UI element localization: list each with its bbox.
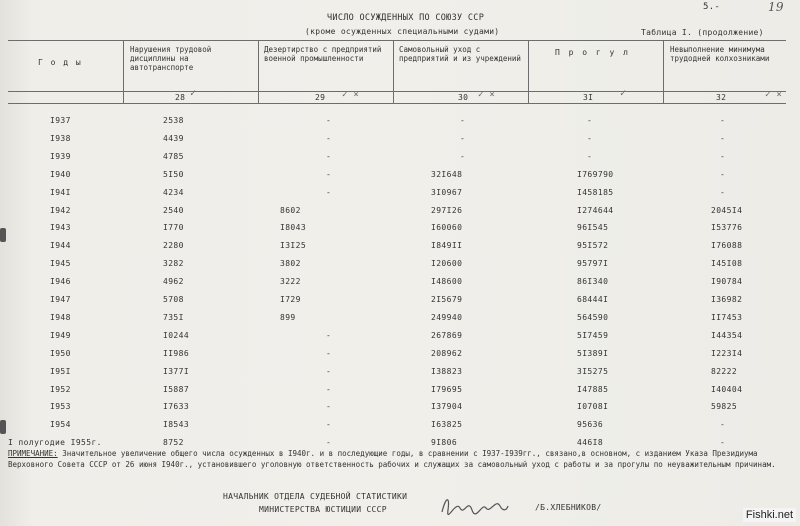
cell-year: I94I <box>50 187 71 197</box>
cell-c32: - <box>720 151 726 161</box>
cell-c30: I849II <box>431 241 463 251</box>
signatory-name: /Б.ХЛЕБНИКОВ/ <box>535 503 602 512</box>
cell-c29: 8602 <box>280 205 301 215</box>
column-number-32: 32 <box>716 93 727 102</box>
table-row <box>0 402 800 420</box>
signatory-position-line2: МИНИСТЕРСТВА ЮСТИЦИИ СССР <box>259 505 387 514</box>
cell-c32: 2045I4 <box>711 205 743 215</box>
cell-c28: 5708 <box>163 295 184 304</box>
handwritten-signature <box>440 494 510 523</box>
table-row <box>0 170 800 188</box>
cell-c31: 86I340 <box>577 277 609 287</box>
cell-c31: 68444I <box>577 295 609 304</box>
cell-c31: - <box>587 133 593 143</box>
cell-c29: I729 <box>280 295 301 304</box>
cell-c31: I769790 <box>577 169 614 179</box>
table-top-rule <box>8 40 786 41</box>
cell-c28: I0244 <box>163 330 190 340</box>
cell-c29: - <box>326 116 332 125</box>
column-divider <box>393 40 394 103</box>
cell-c29: - <box>326 402 332 412</box>
cell-c29: - <box>326 169 332 179</box>
cell-c30: 267869 <box>431 330 463 340</box>
cell-c29: I8043 <box>280 223 307 233</box>
cell-c29: 899 <box>280 312 296 322</box>
column-divider <box>123 40 124 103</box>
page-marker: 5.- <box>703 2 721 12</box>
cell-c32: I40404 <box>711 384 743 394</box>
cell-c31: 564590 <box>577 312 609 322</box>
table-row <box>0 349 800 367</box>
cell-year: I948 <box>50 312 71 322</box>
cell-year: I938 <box>50 133 71 143</box>
table-row <box>0 385 800 403</box>
cell-c32: I36982 <box>711 295 743 304</box>
table-row <box>0 313 800 331</box>
page-subtitle: (кроме осужденных специальными судами) <box>305 27 500 36</box>
number-row-rule <box>8 103 786 104</box>
table-row <box>0 367 800 385</box>
cell-c32: I53776 <box>711 223 743 233</box>
cell-c32: - <box>720 420 726 430</box>
column-number-28: 28 <box>175 93 186 102</box>
cell-year: I полугодие I955г. <box>8 438 102 448</box>
check-mark-icon: ✓ × <box>765 90 783 100</box>
cell-c29: - <box>326 384 332 394</box>
cell-c32: - <box>720 187 726 197</box>
cell-c29: - <box>326 187 332 197</box>
check-mark-icon: ✓ <box>620 88 627 99</box>
table-row <box>0 277 800 295</box>
cell-c29: 3222 <box>280 277 301 287</box>
cell-year: I950 <box>50 348 71 358</box>
table-row <box>0 134 800 152</box>
column-header-30: Самовольный уход с предприятий и из учреждений <box>399 45 521 63</box>
check-mark-icon: ✓ × <box>342 90 360 100</box>
cell-c32: - <box>720 116 726 125</box>
check-mark-icon: ✓ <box>190 88 197 99</box>
cell-c32: - <box>720 133 726 143</box>
footnote-label: ПРИМЕЧАНИЕ: <box>8 449 58 458</box>
cell-year: I952 <box>50 384 71 394</box>
cell-c28: 2538 <box>163 116 184 125</box>
cell-c29: - <box>326 438 332 448</box>
table-row <box>0 259 800 277</box>
watermark-logo: Fishki.net <box>743 508 796 522</box>
cell-c30: - <box>460 116 466 125</box>
cell-c28: I5887 <box>163 384 190 394</box>
cell-c30: I60060 <box>431 223 463 233</box>
cell-c32: I90784 <box>711 277 743 287</box>
cell-c29: 3802 <box>280 259 301 269</box>
column-divider <box>258 40 259 103</box>
table-row <box>0 188 800 206</box>
cell-c28: 735I <box>163 312 184 322</box>
cell-c31: 96I545 <box>577 223 609 233</box>
cell-c28: I7633 <box>163 402 190 412</box>
cell-year: I953 <box>50 402 71 412</box>
cell-c30: I63825 <box>431 420 463 430</box>
cell-c28: 4785 <box>163 151 184 161</box>
page-title: ЧИСЛО ОСУЖДЕННЫХ ПО СОЮЗУ ССР <box>327 13 485 23</box>
cell-c28: 2280 <box>163 241 184 251</box>
cell-c31: 95797I <box>577 259 609 269</box>
cell-c30: I48600 <box>431 277 463 287</box>
cell-year: I95I <box>50 366 71 376</box>
cell-c31: 3I5275 <box>577 366 609 376</box>
column-number-30: 30 <box>458 93 469 102</box>
cell-c30: I38823 <box>431 366 463 376</box>
cell-c31: - <box>587 151 593 161</box>
cell-c28: II986 <box>163 348 190 358</box>
column-header-28: Нарушения трудовой дисциплины на автотранспорте <box>130 45 212 72</box>
cell-c30: 2I5679 <box>431 295 463 304</box>
column-number-31: 3I <box>583 93 594 102</box>
cell-c30: 208962 <box>431 348 463 358</box>
cell-c32: I45I08 <box>711 259 743 269</box>
cell-c32: I76088 <box>711 241 743 251</box>
cell-c30: I79695 <box>431 384 463 394</box>
cell-c30: - <box>460 151 466 161</box>
cell-year: I939 <box>50 151 71 161</box>
cell-c29: - <box>326 366 332 376</box>
cell-year: I937 <box>50 116 71 125</box>
cell-c31: I0708I <box>577 402 609 412</box>
cell-c32: 59825 <box>711 402 738 412</box>
table-row <box>0 241 800 259</box>
cell-year: I944 <box>50 241 71 251</box>
cell-year: I947 <box>50 295 71 304</box>
cell-c28: 4234 <box>163 187 184 197</box>
cell-c28: I770 <box>163 223 184 233</box>
cell-c32: I44354 <box>711 330 743 340</box>
cell-year: I949 <box>50 330 71 340</box>
signatory-position-line1: НАЧАЛЬНИК ОТДЕЛА СУДЕБНОЙ СТАТИСТИКИ <box>223 492 408 501</box>
cell-c31: 5I7459 <box>577 330 609 340</box>
cell-c28: I8543 <box>163 420 190 430</box>
cell-c30: 297I26 <box>431 205 463 215</box>
punch-hole <box>0 420 6 434</box>
cell-c28: 4439 <box>163 133 184 143</box>
table-row <box>0 223 800 241</box>
check-mark-icon: ✓ × <box>478 90 496 100</box>
table-row <box>0 420 800 438</box>
cell-year: I954 <box>50 420 71 430</box>
cell-c28: 8752 <box>163 438 184 448</box>
cell-c29: - <box>326 330 332 340</box>
cell-c30: I37904 <box>431 402 463 412</box>
cell-c32: I223I4 <box>711 348 743 358</box>
cell-c31: 95636 <box>577 420 604 430</box>
header-divider-rule <box>8 91 786 92</box>
cell-c32: - <box>720 438 726 448</box>
cell-year: I940 <box>50 169 71 179</box>
table-reference: Таблица I. (продолжение) <box>641 28 764 37</box>
cell-year: I946 <box>50 277 71 287</box>
cell-c28: 3282 <box>163 259 184 269</box>
table-row <box>0 331 800 349</box>
cell-c32: II7453 <box>711 312 743 322</box>
column-divider <box>663 40 664 103</box>
cell-c28: I377I <box>163 366 190 376</box>
cell-year: I942 <box>50 205 71 215</box>
cell-c30: 9I806 <box>431 438 458 448</box>
column-header-32: Невыполнение минимума трудодней колхозниками <box>670 45 770 63</box>
cell-c30: I20600 <box>431 259 463 269</box>
cell-c28: 4962 <box>163 277 184 287</box>
cell-c31: 95I572 <box>577 241 609 251</box>
cell-c29: - <box>326 151 332 161</box>
cell-c31: 446I8 <box>577 438 604 448</box>
column-header-years: Г о д ы <box>38 58 83 67</box>
cell-c32: - <box>720 169 726 179</box>
cell-c30: 249940 <box>431 312 463 322</box>
cell-c28: 5I50 <box>163 169 184 179</box>
column-divider <box>528 40 529 103</box>
cell-c31: I458185 <box>577 187 614 197</box>
table-row <box>0 295 800 313</box>
cell-c31: - <box>587 116 593 125</box>
cell-c29: - <box>326 420 332 430</box>
cell-c29: - <box>326 133 332 143</box>
table-row <box>0 116 800 134</box>
cell-c31: I274644 <box>577 205 614 215</box>
cell-year: I943 <box>50 223 71 233</box>
cell-c29: - <box>326 348 332 358</box>
cell-c32: 82222 <box>711 366 738 376</box>
cell-c29: I3I25 <box>280 241 307 251</box>
punch-hole <box>0 228 6 242</box>
cell-c30: - <box>460 133 466 143</box>
footnote-text: Значительное увеличение общего числа осужденных в I940г. и в последующие годы, в сравнении с I937-I939гг., связано,в основном, с изданием Указа Президиума Верховного Совета СССР от 26 июня I940г., установившего уголовную ответственность рабочих и служащих за самовольный уход с работы и за прогулы по неуважительным причинам. <box>8 449 776 469</box>
cell-c30: 3I0967 <box>431 187 463 197</box>
cell-c31: 5I389I <box>577 348 609 358</box>
column-header-29: Дезертирство с предприятий военной промышленности <box>264 45 382 63</box>
table-row <box>0 206 800 224</box>
footnote <box>8 448 788 470</box>
column-number-29: 29 <box>315 93 326 102</box>
cell-c31: I47885 <box>577 384 609 394</box>
cell-c30: 32I648 <box>431 169 463 179</box>
column-header-31: П р о г у л <box>555 48 630 57</box>
cell-year: I945 <box>50 259 71 269</box>
signature-scribble <box>440 494 510 520</box>
page-number-handwritten: 19 <box>768 0 784 14</box>
table-row <box>0 152 800 170</box>
cell-c28: 2540 <box>163 205 184 215</box>
